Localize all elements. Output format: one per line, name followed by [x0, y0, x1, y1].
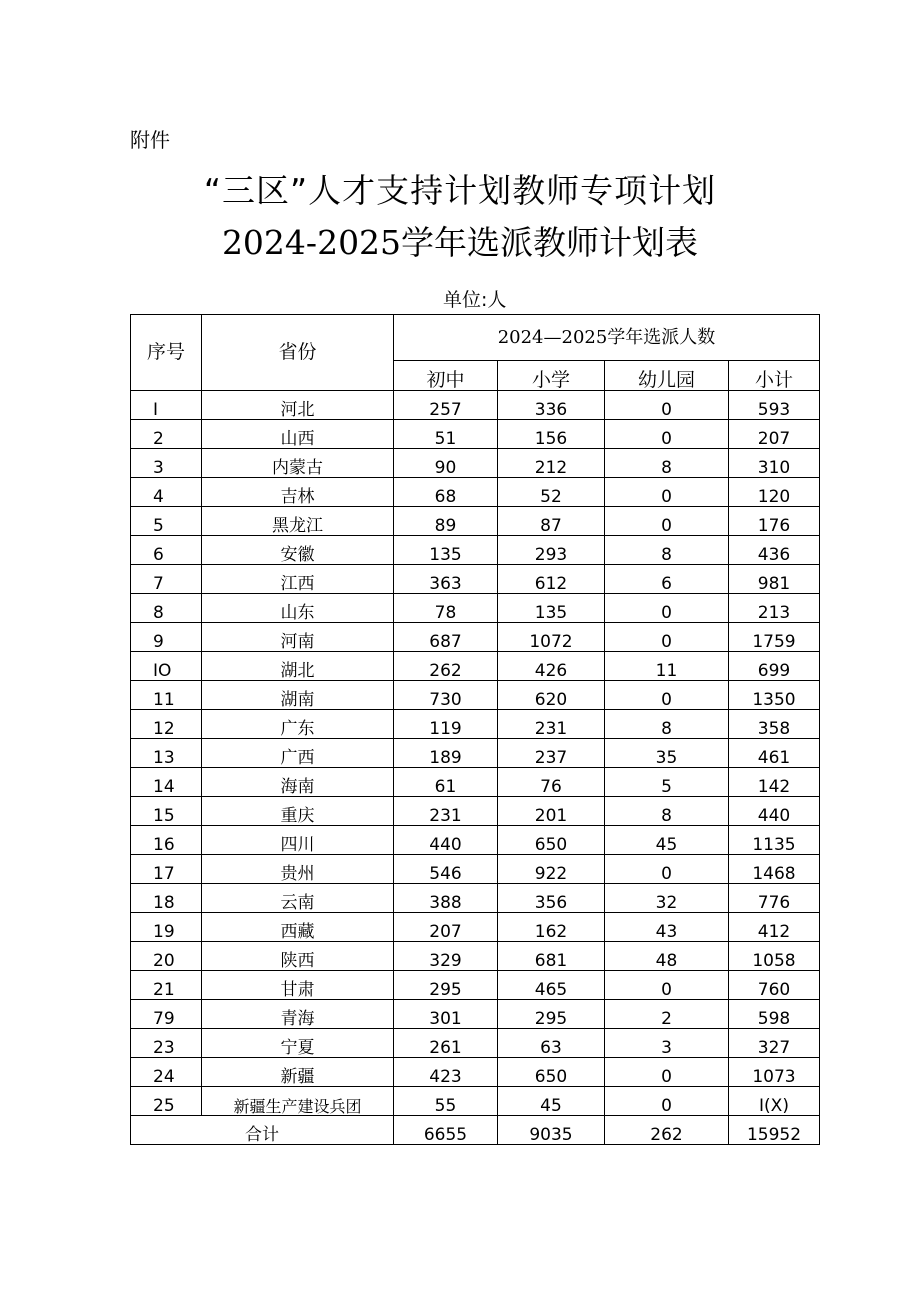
cell-junior: 55 [394, 1087, 498, 1116]
cell-province: 重庆 [202, 797, 394, 826]
header-subtotal: 小计 [729, 361, 820, 391]
cell-junior: 423 [394, 1058, 498, 1087]
cell-province: 新疆 [202, 1058, 394, 1087]
cell-subtotal: 776 [729, 884, 820, 913]
cell-province: 陕西 [202, 942, 394, 971]
cell-kindergarten: 0 [605, 420, 729, 449]
cell-primary: 237 [498, 739, 605, 768]
header-primary: 小学 [498, 361, 605, 391]
total-row [131, 1116, 820, 1145]
cell-seq: 2 [131, 420, 202, 449]
cell-seq: 17 [131, 855, 202, 884]
header-seq: 序号 [131, 315, 202, 391]
cell-primary: 295 [498, 1000, 605, 1029]
table-row [131, 971, 820, 1000]
cell-seq: 4 [131, 478, 202, 507]
cell-subtotal: 1073 [729, 1058, 820, 1087]
cell-kindergarten: 43 [605, 913, 729, 942]
cell-subtotal: 1468 [729, 855, 820, 884]
table-row [131, 449, 820, 478]
cell-province: 江西 [202, 565, 394, 594]
cell-junior: 546 [394, 855, 498, 884]
cell-province: 广东 [202, 710, 394, 739]
table-row [131, 391, 820, 420]
cell-province: 海南 [202, 768, 394, 797]
cell-kindergarten: 8 [605, 449, 729, 478]
cell-primary: 681 [498, 942, 605, 971]
cell-kindergarten: 11 [605, 652, 729, 681]
page-subtitle: 2024-2025学年选派教师计划表 [221, 223, 699, 262]
header-year-group: 2024—2025学年选派人数 [394, 315, 820, 361]
cell-junior: 257 [394, 391, 498, 420]
cell-kindergarten: 0 [605, 1058, 729, 1087]
cell-seq: 8 [131, 594, 202, 623]
cell-province: 广西 [202, 739, 394, 768]
cell-primary: 650 [498, 1058, 605, 1087]
table-row [131, 739, 820, 768]
table-row [131, 565, 820, 594]
cell-subtotal: 760 [729, 971, 820, 1000]
cell-primary: 87 [498, 507, 605, 536]
cell-seq: 16 [131, 826, 202, 855]
table-row [131, 1029, 820, 1058]
cell-primary: 156 [498, 420, 605, 449]
cell-junior: 363 [394, 565, 498, 594]
table-row [131, 797, 820, 826]
cell-province: 内蒙古 [202, 449, 394, 478]
cell-primary: 212 [498, 449, 605, 478]
cell-junior: 61 [394, 768, 498, 797]
header-province: 省份 [202, 315, 394, 391]
cell-province: 山东 [202, 594, 394, 623]
cell-junior: 261 [394, 1029, 498, 1058]
table-row [131, 420, 820, 449]
cell-province: 黑龙江 [202, 507, 394, 536]
cell-kindergarten: 0 [605, 1087, 729, 1116]
attachment-label: 附件 [130, 128, 170, 152]
cell-primary: 63 [498, 1029, 605, 1058]
cell-junior: 78 [394, 594, 498, 623]
total-kindergarten: 262 [605, 1116, 729, 1145]
cell-kindergarten: 0 [605, 478, 729, 507]
cell-subtotal: 1350 [729, 681, 820, 710]
cell-province: 安徽 [202, 536, 394, 565]
cell-subtotal: 436 [729, 536, 820, 565]
cell-subtotal: 699 [729, 652, 820, 681]
cell-primary: 336 [498, 391, 605, 420]
cell-subtotal: 981 [729, 565, 820, 594]
cell-primary: 135 [498, 594, 605, 623]
cell-subtotal: 327 [729, 1029, 820, 1058]
cell-junior: 89 [394, 507, 498, 536]
cell-seq: 15 [131, 797, 202, 826]
cell-seq: 3 [131, 449, 202, 478]
cell-province: 青海 [202, 1000, 394, 1029]
cell-subtotal: 461 [729, 739, 820, 768]
cell-seq: 25 [131, 1087, 202, 1116]
cell-junior: 68 [394, 478, 498, 507]
page-title: “三区”人才支持计划教师专项计划 [203, 171, 717, 210]
cell-subtotal: 598 [729, 1000, 820, 1029]
cell-seq: 24 [131, 1058, 202, 1087]
table-row [131, 478, 820, 507]
cell-junior: 329 [394, 942, 498, 971]
cell-province: 贵州 [202, 855, 394, 884]
cell-subtotal: 1058 [729, 942, 820, 971]
cell-primary: 45 [498, 1087, 605, 1116]
cell-primary: 76 [498, 768, 605, 797]
table-row [131, 594, 820, 623]
cell-seq: 18 [131, 884, 202, 913]
cell-junior: 388 [394, 884, 498, 913]
cell-kindergarten: 45 [605, 826, 729, 855]
total-label: 合计 [131, 1116, 394, 1145]
cell-province: 湖南 [202, 681, 394, 710]
cell-kindergarten: 8 [605, 797, 729, 826]
cell-junior: 295 [394, 971, 498, 1000]
cell-primary: 356 [498, 884, 605, 913]
cell-seq: IO [131, 652, 202, 681]
cell-junior: 440 [394, 826, 498, 855]
total-primary: 9035 [498, 1116, 605, 1145]
cell-subtotal: 412 [729, 913, 820, 942]
cell-subtotal: 213 [729, 594, 820, 623]
cell-subtotal: 440 [729, 797, 820, 826]
cell-province: 新疆生产建设兵团 [202, 1087, 394, 1116]
cell-subtotal: 1759 [729, 623, 820, 652]
cell-junior: 262 [394, 652, 498, 681]
cell-kindergarten: 8 [605, 710, 729, 739]
cell-seq: I [131, 391, 202, 420]
cell-kindergarten: 48 [605, 942, 729, 971]
cell-subtotal: I(X) [729, 1087, 820, 1116]
header-kindergarten: 幼儿园 [605, 361, 729, 391]
cell-province: 云南 [202, 884, 394, 913]
table-row [131, 1058, 820, 1087]
cell-province: 河南 [202, 623, 394, 652]
cell-primary: 201 [498, 797, 605, 826]
cell-subtotal: 358 [729, 710, 820, 739]
cell-primary: 52 [498, 478, 605, 507]
table-row [131, 884, 820, 913]
cell-seq: 23 [131, 1029, 202, 1058]
cell-junior: 730 [394, 681, 498, 710]
total-junior: 6655 [394, 1116, 498, 1145]
cell-primary: 612 [498, 565, 605, 594]
cell-province: 甘肃 [202, 971, 394, 1000]
cell-seq: 11 [131, 681, 202, 710]
cell-primary: 620 [498, 681, 605, 710]
cell-primary: 162 [498, 913, 605, 942]
teacher-plan-table [130, 314, 820, 1145]
cell-kindergarten: 35 [605, 739, 729, 768]
cell-junior: 687 [394, 623, 498, 652]
cell-kindergarten: 5 [605, 768, 729, 797]
cell-seq: 20 [131, 942, 202, 971]
cell-kindergarten: 32 [605, 884, 729, 913]
table-row [131, 536, 820, 565]
cell-junior: 301 [394, 1000, 498, 1029]
cell-kindergarten: 8 [605, 536, 729, 565]
cell-kindergarten: 0 [605, 681, 729, 710]
cell-province: 吉林 [202, 478, 394, 507]
cell-kindergarten: 2 [605, 1000, 729, 1029]
table-row [131, 710, 820, 739]
cell-seq: 19 [131, 913, 202, 942]
table-row [131, 942, 820, 971]
cell-seq: 14 [131, 768, 202, 797]
cell-seq: 5 [131, 507, 202, 536]
total-subtotal: 15952 [729, 1116, 820, 1145]
cell-seq: 6 [131, 536, 202, 565]
table-body [131, 315, 820, 1145]
table-row [131, 768, 820, 797]
cell-junior: 90 [394, 449, 498, 478]
cell-subtotal: 142 [729, 768, 820, 797]
cell-kindergarten: 0 [605, 594, 729, 623]
cell-kindergarten: 0 [605, 507, 729, 536]
cell-primary: 231 [498, 710, 605, 739]
cell-primary: 465 [498, 971, 605, 1000]
cell-kindergarten: 0 [605, 971, 729, 1000]
cell-primary: 293 [498, 536, 605, 565]
cell-junior: 119 [394, 710, 498, 739]
cell-seq: 79 [131, 1000, 202, 1029]
table-row [131, 855, 820, 884]
table-row [131, 507, 820, 536]
cell-province: 河北 [202, 391, 394, 420]
table-row [131, 1087, 820, 1116]
cell-kindergarten: 6 [605, 565, 729, 594]
cell-primary: 1072 [498, 623, 605, 652]
cell-province: 四川 [202, 826, 394, 855]
cell-province: 山西 [202, 420, 394, 449]
table-row [131, 623, 820, 652]
cell-primary: 426 [498, 652, 605, 681]
cell-province: 西藏 [202, 913, 394, 942]
header-row [131, 315, 820, 361]
cell-subtotal: 207 [729, 420, 820, 449]
table-row [131, 913, 820, 942]
cell-seq: 7 [131, 565, 202, 594]
cell-seq: 12 [131, 710, 202, 739]
table-row [131, 826, 820, 855]
cell-primary: 650 [498, 826, 605, 855]
cell-junior: 189 [394, 739, 498, 768]
cell-subtotal: 1135 [729, 826, 820, 855]
cell-subtotal: 176 [729, 507, 820, 536]
cell-seq: 9 [131, 623, 202, 652]
cell-seq: 21 [131, 971, 202, 1000]
cell-province: 湖北 [202, 652, 394, 681]
cell-subtotal: 593 [729, 391, 820, 420]
cell-subtotal: 120 [729, 478, 820, 507]
cell-kindergarten: 0 [605, 855, 729, 884]
cell-junior: 51 [394, 420, 498, 449]
cell-junior: 135 [394, 536, 498, 565]
table-row [131, 652, 820, 681]
cell-kindergarten: 0 [605, 391, 729, 420]
cell-kindergarten: 0 [605, 623, 729, 652]
cell-junior: 207 [394, 913, 498, 942]
cell-seq: 13 [131, 739, 202, 768]
header-junior: 初中 [394, 361, 498, 391]
cell-subtotal: 310 [729, 449, 820, 478]
unit-label: 单位:人 [443, 289, 507, 311]
table-row [131, 1000, 820, 1029]
cell-junior: 231 [394, 797, 498, 826]
cell-primary: 922 [498, 855, 605, 884]
table-row [131, 681, 820, 710]
cell-province: 宁夏 [202, 1029, 394, 1058]
cell-kindergarten: 3 [605, 1029, 729, 1058]
